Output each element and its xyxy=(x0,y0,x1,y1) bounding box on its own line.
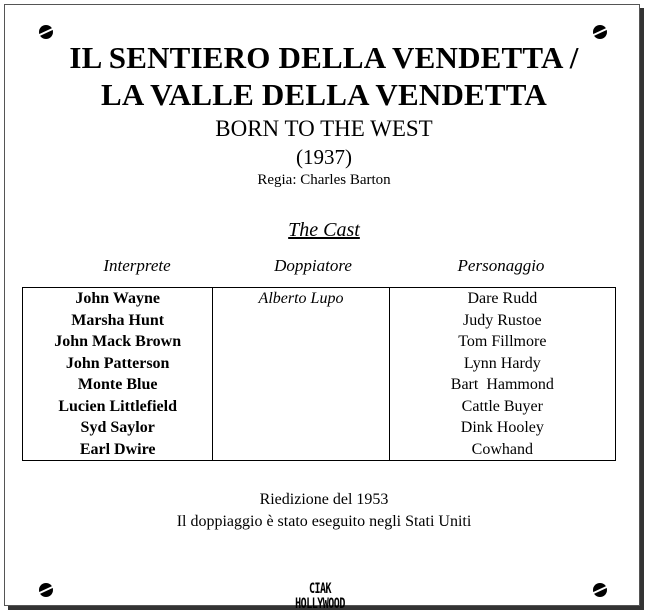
screw-bottom-left-icon xyxy=(39,583,53,597)
column-header-actor: Interprete xyxy=(103,256,171,275)
character-cell: Cattle Buyer xyxy=(389,396,615,418)
character-cell: Bart Hammond xyxy=(389,374,615,396)
actor-cell: Monte Blue xyxy=(23,374,213,396)
director: Regia: Charles Barton xyxy=(257,172,391,188)
actor-cell: John Wayne xyxy=(23,288,213,310)
character-cell: Dare Rudd xyxy=(389,288,615,310)
table-row xyxy=(23,331,616,353)
screw-top-left-icon xyxy=(39,25,53,39)
actor-cell: John Patterson xyxy=(23,353,213,375)
cast-heading: The Cast xyxy=(288,219,360,241)
character-cell: Dink Hooley xyxy=(389,417,615,439)
dubber-cell: Alberto Lupo xyxy=(213,288,389,310)
dubber-cell xyxy=(213,396,389,418)
table-row xyxy=(23,396,616,418)
column-header-character: Personaggio xyxy=(457,256,545,275)
dubber-cell xyxy=(213,353,389,375)
screw-bottom-right-icon xyxy=(593,583,607,597)
actor-cell: Syd Saylor xyxy=(23,417,213,439)
table-row xyxy=(23,353,616,375)
dubber-cell xyxy=(213,331,389,353)
dubber-cell xyxy=(213,374,389,396)
dubbing-note: Il doppiaggio è stato eseguito negli Stati Uniti xyxy=(176,513,472,530)
character-cell: Cowhand xyxy=(389,439,615,461)
character-cell: Tom Fillmore xyxy=(389,331,615,353)
table-row xyxy=(23,374,616,396)
release-year: (1937) xyxy=(296,145,352,169)
character-cell: Judy Rustoe xyxy=(389,310,615,332)
reissue-note: Riedizione del 1953 xyxy=(259,491,389,508)
actor-cell: Lucien Littlefield xyxy=(23,396,213,418)
table-row xyxy=(23,288,616,310)
dubber-cell xyxy=(213,310,389,332)
table-row xyxy=(23,439,616,461)
title-line-2: LA VALLE DELLA VENDETTA xyxy=(101,77,547,112)
actor-cell: John Mack Brown xyxy=(23,331,213,353)
actor-cell: Marsha Hunt xyxy=(23,310,213,332)
dubber-cell xyxy=(213,417,389,439)
character-cell: Lynn Hardy xyxy=(389,353,615,375)
column-header-dubber: Doppiatore xyxy=(274,256,352,275)
title-line-1: IL SENTIERO DELLA VENDETTA / xyxy=(69,40,579,75)
table-row xyxy=(23,310,616,332)
original-title: BORN TO THE WEST xyxy=(215,116,433,141)
cast-table xyxy=(22,287,616,461)
ciak-hollywood-logo: CIAK HOLLYWOOD xyxy=(295,581,345,613)
actor-cell: Earl Dwire xyxy=(23,439,213,461)
dubber-cell xyxy=(213,439,389,461)
table-row xyxy=(23,417,616,439)
screw-top-right-icon xyxy=(593,25,607,39)
